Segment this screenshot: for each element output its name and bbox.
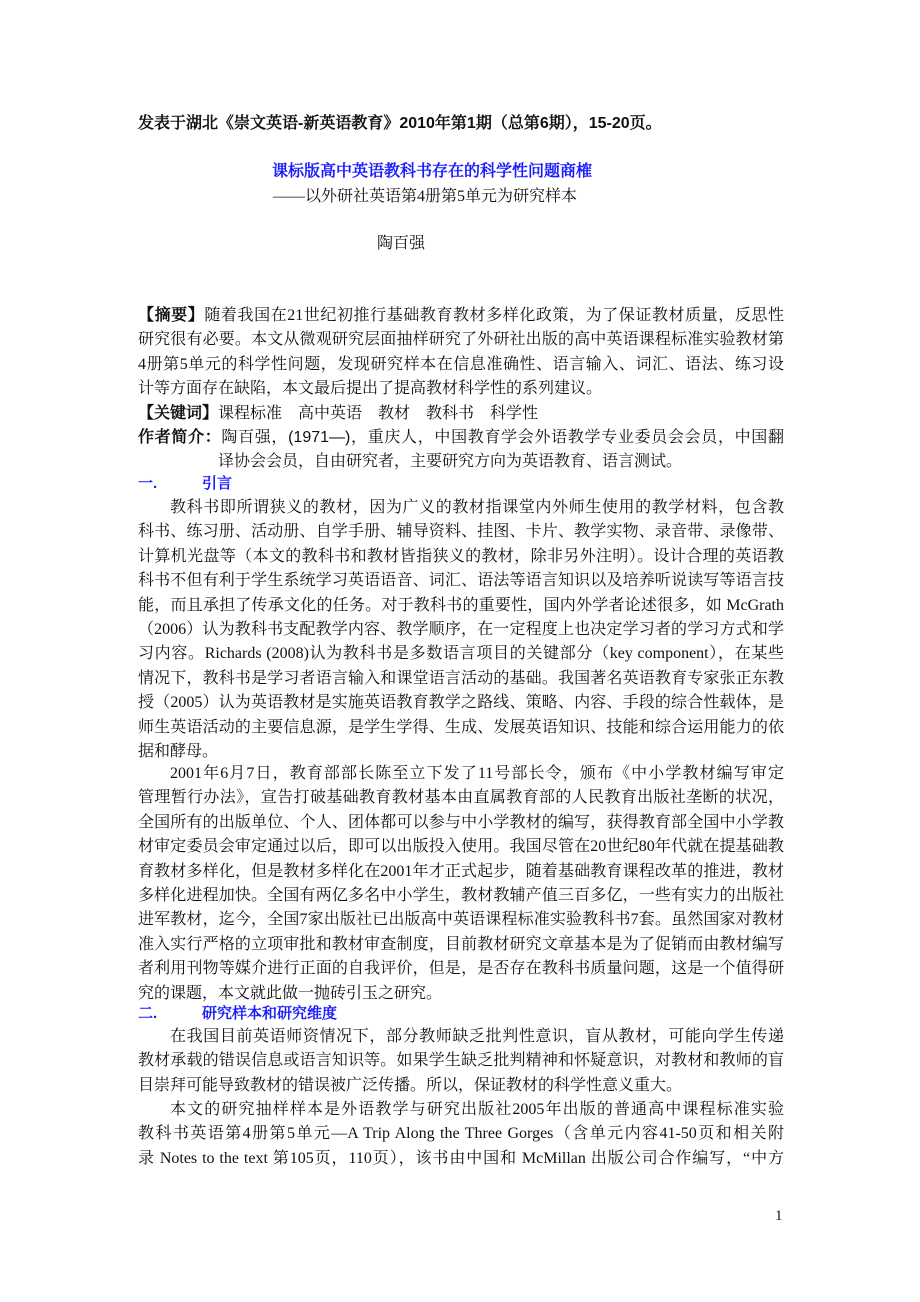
keywords — [138, 402, 784, 426]
keywords-text: 课程标准 高中英语 教材 教科书 科学性 — [218, 404, 539, 422]
abstract-label: 【摘要】 — [138, 307, 205, 324]
abstract-line: 计等方面存在缺陷，本文最后提出了提高教材科学性的系列建议。 — [138, 380, 603, 398]
abstract-text: 随着我国在21世纪初推行基础教育教材多样化政策，为了保证教材质量，反思性 — [204, 307, 784, 324]
paragraph-line: 管理暂行办法》，宣告打破基础教育教材基本由直属教育部的人民教育出版社垄断的状况， — [138, 789, 784, 807]
author-intro — [138, 426, 784, 450]
paragraph-line: 录 Notes to the text 第105页，110页），该书由中国和 McMillan 出版公司合作编写，“中方 — [138, 1149, 784, 1167]
paragraph-line: 计算机光盘等（本文的教科书和教材皆指狭义的教材，除非另外注明）。设计合理的英语教 — [138, 547, 784, 565]
paragraph-line: 育教材多样化，但是教材多样化在2001年才正式起步，随着基础教育课程改革的推进，教材 — [138, 862, 784, 880]
paragraph-line: 师生英语活动的主要信息源，是学生学得、生成、发展英语知识、技能和综合运用能力的依 — [138, 718, 784, 736]
paragraph-line: 据和酵母。 — [138, 742, 219, 760]
paragraph-line: 多样化进程加快。全国有两亿多名中小学生，教材教辅产值三百多亿，一些有实力的出版社 — [138, 886, 784, 904]
paragraph-line: 科书、练习册、活动册、自学手册、辅导资料、挂图、卡片、教学实物、录音带、录像带、 — [138, 523, 784, 541]
paragraph-line: 材审定委员会审定通过以后，即可以出版投入使用。我国尽管在20世纪80年代就在提基础教 — [138, 838, 784, 856]
paragraph-line: 进军教材，迄今，全国7家出版社已出版高中英语课程标准实验教科书7套。虽然国家对教材 — [138, 911, 784, 929]
keywords-label: 【关键词】 — [138, 404, 219, 422]
section-number: 一. — [138, 475, 158, 492]
abstract — [138, 304, 784, 475]
section-1-paragraph-1 — [138, 496, 784, 764]
paragraph-line: 2001年6月7日，教育部部长陈至立下发了11号部长令，颁布《中小学教材编写审定 — [170, 765, 784, 782]
section-heading-2 — [138, 1002, 337, 1023]
paragraph-line: 目崇拜可能导致教材的错误被广泛传播。所以，保证教材的科学性意义重大。 — [138, 1076, 683, 1094]
paragraph-line: 在我国目前英语师资情况下，部分教师缺乏批判性意识，盲从教材，可能向学生传递 — [170, 1028, 784, 1045]
paragraph-line: 准入实行严格的立项审批和教材审查制度，目前教材研究文章基本是为了促销而由教材编写 — [138, 935, 784, 953]
paragraph-line: （2006）认为教科书支配教学内容、教学顺序，在一定程度上也决定学习者的学习方式和学 — [138, 620, 784, 638]
author-intro-text: 陶百强，(1971—)，重庆人，中国教育学会外语教学专业委员会会员，中国翻 — [221, 428, 784, 446]
paragraph-line: 教科书英语第4册第5单元—A Trip Along the Three Gorges（含单元内容41-50页和相关附 — [138, 1125, 784, 1143]
section-1-paragraph-2 — [138, 762, 784, 1006]
page-number: 1 — [775, 1208, 783, 1224]
paragraph-line: 究的课题，本文就此做一抛砖引玉之研究。 — [138, 984, 443, 1002]
author-intro-line: 译协会会员，自由研究者，主要研究方向为英语教育、语言测试。 — [218, 453, 683, 471]
paragraph-line: 教科书即所谓狭义的教材，因为广义的教材指课堂内外师生使用的教学材料，包含教 — [170, 499, 784, 516]
paragraph-line: 者利用刊物等媒介进行正面的自我评价，但是，是否存在教科书质量问题，这是一个值得研 — [138, 960, 784, 978]
paragraph-line: 教材承载的错误信息或语言知识等。如果学生缺乏批判精神和怀疑意识，对教材和教师的盲 — [138, 1052, 784, 1070]
section-title: 引言 — [202, 475, 233, 492]
section-title: 研究样本和研究维度 — [202, 1005, 338, 1022]
paragraph-line: 情况下，教科书是学习者语言输入和课堂语言活动的基础。我国著名英语教育专家张正东教 — [138, 669, 784, 687]
paragraph-line: 习内容。Richards (2008)认为教科书是多数语言项目的关键部分（key component），在某些 — [138, 645, 784, 663]
abstract-line: 研究很有必要。本文从微观研究层面抽样研究了外研社出版的高中英语课程标准实验教材第 — [138, 331, 784, 349]
paragraph-line: 能，而且承担了传承文化的任务。对于教科书的重要性，国内外学者论述很多，如 McGrath — [138, 596, 784, 614]
article-subtitle: ——以外研社英语第4册第5单元为研究样本 — [273, 188, 578, 205]
section-2-paragraph-1 — [138, 1025, 784, 1098]
paragraph-line: 授（2005）认为英语教材是实施英语教育教学之路线、策略、内容、手段的综合性载体，是 — [138, 694, 784, 712]
article-title: 课标版高中英语教科书存在的科学性问题商榷 — [272, 163, 593, 180]
section-heading-1 — [138, 472, 232, 493]
abstract-line: 4册第5单元的科学性问题，发现研究样本在信息准确性、语言输入、词汇、语法、练习设 — [138, 355, 784, 373]
publication-note: 发表于湖北《崇文英语-新英语教育》2010年第1期（总第6期），15-20页。 — [138, 115, 662, 132]
section-number: 二. — [138, 1005, 158, 1022]
abstract-line — [138, 304, 784, 328]
paragraph-line: 全国所有的出版单位、个人、团体都可以参与中小学教材的编写，获得教育部全国中小学教 — [138, 813, 784, 831]
author-intro-label: 作者简介： — [138, 428, 222, 446]
paragraph-line: 本文的研究抽样样本是外语教学与研究出版社2005年出版的普通高中课程标准实验 — [170, 1101, 784, 1118]
author-name: 陶百强 — [377, 235, 426, 252]
paragraph-line: 科书不但有利于学生系统学习英语语音、词汇、语法等语言知识以及培养听说读写等语言技 — [138, 572, 784, 590]
section-2-paragraph-2 — [138, 1098, 784, 1171]
